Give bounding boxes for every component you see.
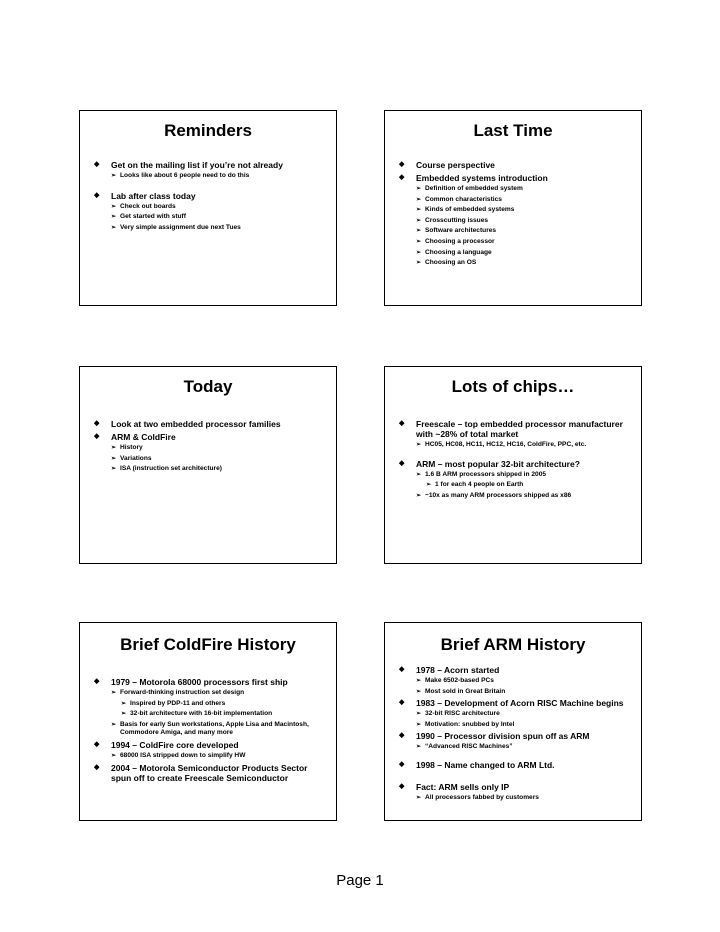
bullet: ◆ 1994 – ColdFire core developed [94, 740, 328, 750]
sub-sub-bullet: ➢ 1 for each 4 people on Earth [399, 481, 633, 490]
sub-bullet: ➢ Common characteristics [399, 196, 633, 205]
sub-bullet: ➢ History [94, 444, 328, 453]
sub-bullet: ➢ Choosing an OS [399, 259, 633, 268]
sub-bullet: ➢ Very simple assignment due next Tues [94, 224, 328, 233]
sub-sub-bullet: ➢ 32-bit architecture with 16-bit implementation [94, 710, 328, 719]
sub-bullet: ➢ 1.6 B ARM processors shipped in 2005 [399, 471, 633, 480]
sub-bullet: ➢ 32-bit RISC architecture [399, 710, 633, 719]
slide-body [94, 419, 328, 474]
bullet: ◆ ARM & ColdFire [94, 432, 328, 442]
bullet: ◆ Course perspective [399, 160, 633, 170]
slide-body [399, 419, 633, 500]
sub-bullet: ➢ Software architectures [399, 227, 633, 236]
sub-bullet: ➢ 68000 ISA stripped down to simplify HW [94, 752, 328, 761]
slide-lots-of-chips [384, 366, 642, 564]
slide-title: Lots of chips… [451, 377, 575, 396]
sub-bullet: ➢ Choosing a processor [399, 238, 633, 247]
sub-sub-bullet: ➢ Inspired by PDP-11 and others [94, 700, 328, 709]
slide-today [79, 366, 337, 564]
sub-bullet: ➢ Forward-thinking instruction set design [94, 689, 328, 698]
sub-bullet: ➢ Check out boards [94, 203, 328, 212]
slide-title: Last Time [473, 121, 553, 140]
bullet: ◆ Freescale – top embedded processor manufacturer with ~28% of total market [399, 419, 633, 439]
bullet: ◆ 1983 – Development of Acorn RISC Machine begins [399, 698, 633, 708]
slide-title: Brief ColdFire History [120, 635, 296, 654]
page-label: Page 1 [336, 872, 384, 889]
bullet: ◆ Fact: ARM sells only IP [399, 782, 633, 792]
slide-brief-arm-history [384, 622, 642, 821]
sub-bullet: ➢ Kinds of embedded systems [399, 206, 633, 215]
slide-body [94, 677, 328, 783]
sub-bullet: ➢ Most sold in Great Britain [399, 688, 633, 697]
sub-bullet: ➢ Choosing a language [399, 249, 633, 258]
bullet: ◆ 1979 – Motorola 68000 processors first ship [94, 677, 328, 687]
bullet: ◆ 2004 – Motorola Semiconductor Products Sector spun off to create Freescale Semiconductor [94, 763, 328, 783]
sub-bullet: ➢ Crosscutting issues [399, 217, 633, 226]
slide-title: Today [183, 377, 233, 396]
sub-bullet: ➢ “Advanced RISC Machines” [399, 743, 633, 752]
bullet: ◆ Get on the mailing list if you’re not already [94, 160, 328, 170]
sub-bullet: ➢ Motivation: snubbed by Intel [399, 721, 633, 730]
sub-bullet: ➢ Variations [94, 455, 328, 464]
sub-bullet: ➢ Get started with stuff [94, 213, 328, 222]
sub-bullet: ➢ Basis for early Sun workstations, Apple Lisa and Macintosh, Commodore Amiga, and many more [94, 721, 328, 738]
slide-brief-coldfire-history [79, 622, 337, 821]
slide-title: Reminders [164, 121, 252, 140]
slide-last-time [384, 110, 642, 306]
slide-title: Brief ARM History [440, 635, 586, 654]
slide-body [94, 160, 328, 232]
sub-bullet: ➢ HC05, HC08, HC11, HC12, HC16, ColdFire, PPC, etc. [399, 441, 633, 450]
bullet: ◆ ARM – most popular 32-bit architecture? [399, 459, 633, 469]
slide-body [399, 665, 633, 803]
slide-reminders [79, 110, 337, 306]
sub-bullet: ➢ Looks like about 6 people need to do this [94, 172, 328, 181]
bullet: ◆ Lab after class today [94, 191, 328, 201]
slide-body [399, 160, 633, 268]
sub-bullet: ➢ All processors fabbed by customers [399, 794, 633, 803]
bullet: ◆ 1978 – Acorn started [399, 665, 633, 675]
sub-bullet: ➢ Make 6502-based PCs [399, 677, 633, 686]
bullet: ◆ 1990 – Processor division spun off as ARM [399, 731, 633, 741]
bullet: ◆ 1998 – Name changed to ARM Ltd. [399, 760, 633, 770]
sub-bullet: ➢ Definition of embedded system [399, 185, 633, 194]
bullet: ◆ Look at two embedded processor families [94, 419, 328, 429]
bullet: ◆ Embedded systems introduction [399, 173, 633, 183]
sub-bullet: ➢ ~10x as many ARM processors shipped as x86 [399, 492, 633, 501]
sub-bullet: ➢ ISA (instruction set architecture) [94, 465, 328, 474]
